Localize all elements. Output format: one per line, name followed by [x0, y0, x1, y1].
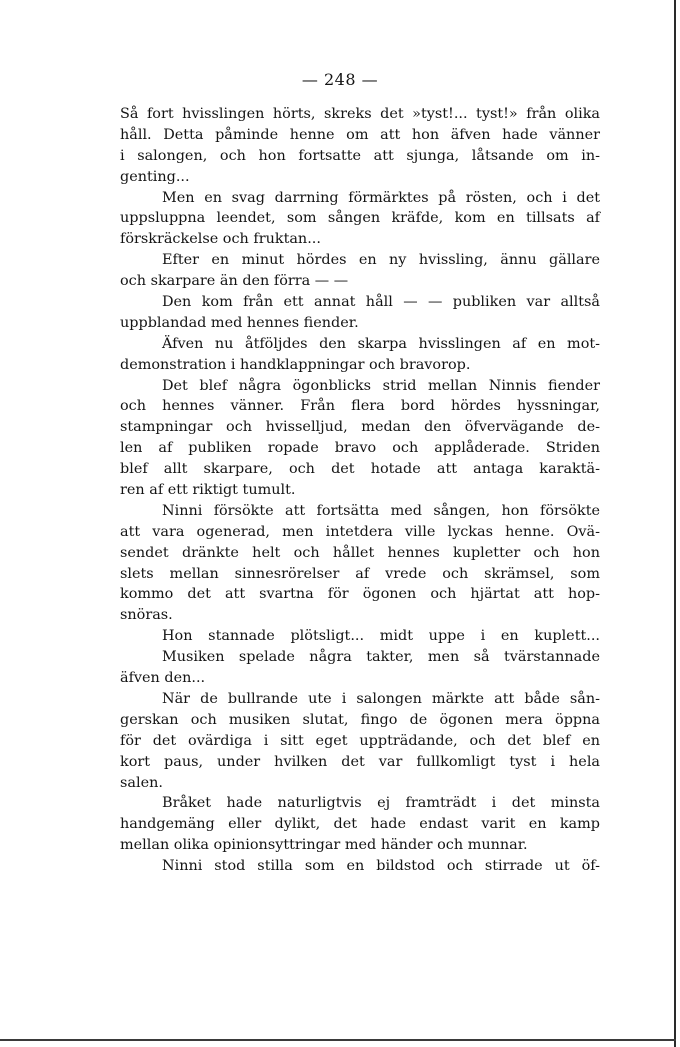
text-line: Ninni försökte att fortsätta med sången, hon försökte [162, 502, 600, 519]
body-text [120, 104, 600, 877]
text-line: handgemäng eller dylikt, det hade endast varit en kamp [120, 816, 600, 833]
text-line: uppsluppna leendet, som sången kräfde, kom en tillsats af [120, 210, 600, 227]
text-line: Äfven nu åtföljdes den skarpa hvisslingen af en mot- [162, 335, 600, 352]
text-line: blef allt skarpare, och det hotade att antaga karaktä- [120, 461, 600, 478]
text-line: Ninni stod stilla som en bildstod och stirrade ut öf- [162, 858, 600, 875]
text-line: demonstration i handklappningar och bravorop. [120, 356, 471, 373]
text-line: sendet dränkte helt och hållet hennes kupletter och hon [120, 544, 600, 561]
text-line: Hon stannade plötsligt... midt uppe i en kuplett... [162, 628, 600, 645]
page-number: — 248 — [301, 70, 379, 89]
text-line: kommo det att svartna för ögonen och hjärtat att hop- [120, 586, 600, 603]
text-line: Det blef några ögonblicks strid mellan Ninnis fiender [162, 377, 600, 394]
text-line: i salongen, och hon fortsatte att sjunga, låtsande om in- [120, 147, 600, 164]
text-line: Bråket hade naturligtvis ej framträdt i det minsta [162, 795, 600, 812]
text-line: mellan olika opinionsyttringar med händer och munnar. [120, 837, 528, 854]
page-edge-bottom [0, 1039, 676, 1041]
text-line: stampningar och hvisselljud, medan den öfvervägande de- [120, 419, 600, 436]
text-line: När de bullrande ute i salongen märkte att både sån- [162, 690, 600, 707]
text-line: förskräckelse och fruktan... [120, 231, 321, 248]
text-line: ren af ett riktigt tumult. [120, 482, 296, 499]
text-line: håll. Detta påminde henne om att hon äfven hade vänner [120, 126, 600, 143]
text-line: Musiken spelade några takter, men så tvärstannade [162, 649, 600, 666]
text-line: kort paus, under hvilken det var fullkomligt tyst i hela [120, 753, 600, 770]
text-line: och skarpare än den förra — — [120, 273, 349, 290]
text-line: och hennes vänner. Från flera bord hördes hyssningar, [120, 398, 600, 415]
text-line: Den kom från ett annat håll — — publiken var alltså [162, 294, 600, 311]
text-line: äfven den... [120, 670, 206, 687]
text-line: uppblandad med hennes fiender. [120, 314, 359, 331]
text-line: att vara ogenerad, men intetdera ville lyckas henne. Ovä- [120, 523, 600, 540]
text-line: Så fort hvisslingen hörts, skreks det »tyst!... tyst!» från olika [120, 106, 600, 122]
text-line: snöras. [120, 607, 173, 624]
page-edge-right [674, 0, 676, 1047]
text-line: för det ovärdiga i sitt eget uppträdande, och det blef en [120, 732, 600, 749]
text-line: Efter en minut hördes en ny hvissling, ännu gällare [162, 252, 600, 269]
text-line: genting... [120, 168, 190, 185]
text-line: salen. [120, 774, 163, 791]
text-line: gerskan och musiken slutat, fingo de ögonen mera öppna [120, 711, 600, 728]
text-line: Men en svag darrning förmärktes på rösten, och i det [162, 189, 600, 206]
text-line: len af publiken ropade bravo och applåderade. Striden [120, 440, 600, 457]
text-line: slets mellan sinnesrörelser af vrede och skrämsel, som [120, 565, 600, 582]
